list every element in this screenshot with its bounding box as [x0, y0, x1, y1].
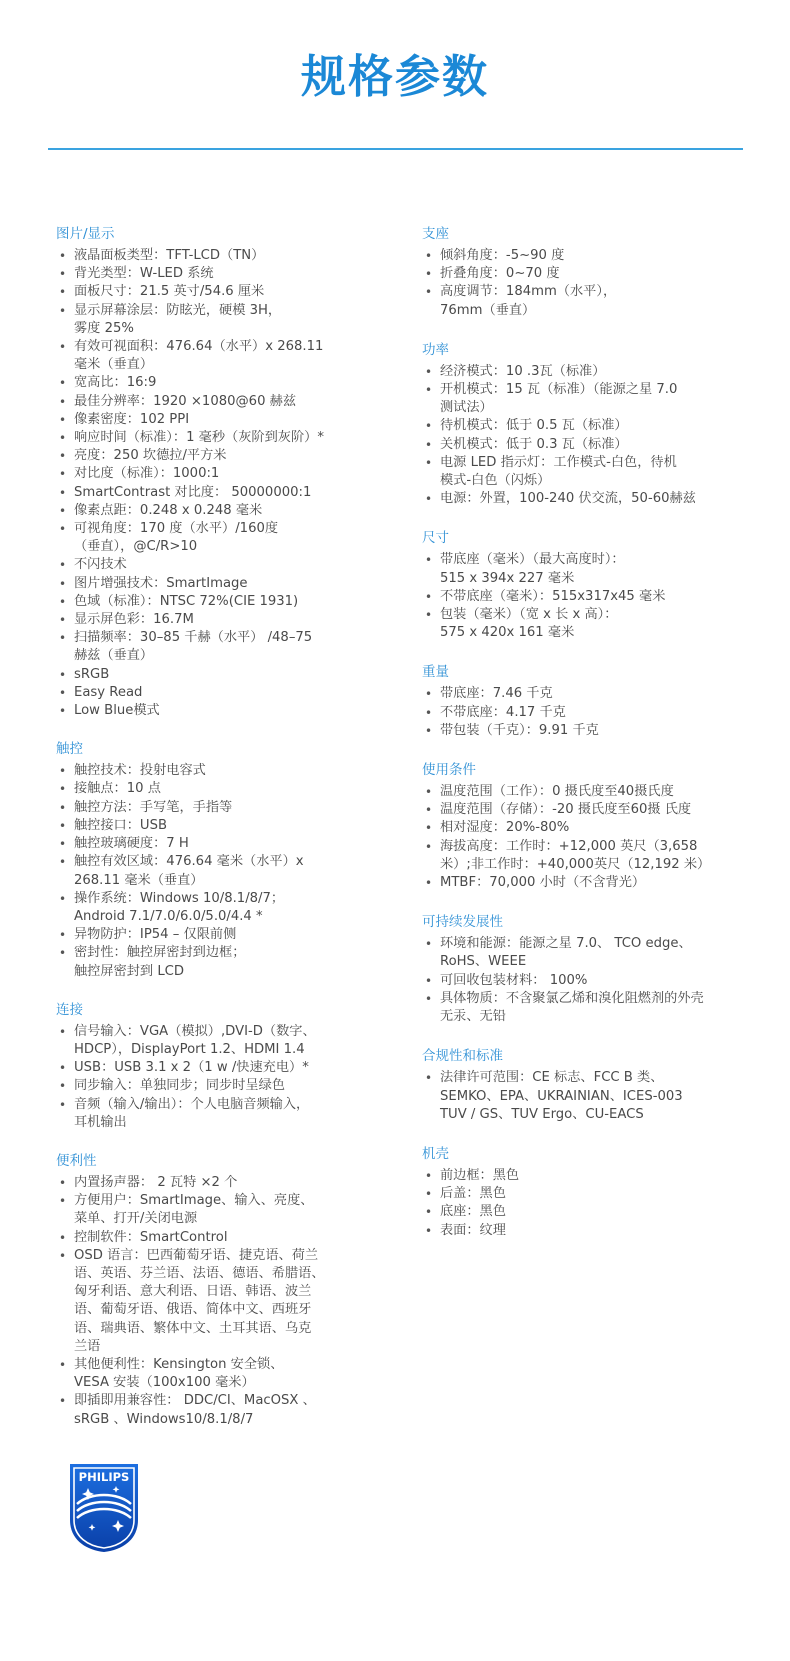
- section-title: 使用条件: [422, 762, 476, 779]
- spec-list: [422, 783, 752, 892]
- spec-item: • 对比度（标准）：1000:1: [56, 465, 356, 483]
- spec-item: • 控制软件：SmartControl: [56, 1229, 356, 1247]
- spec-item: • 电源：外置，100-240 伏交流，50-60赫兹: [422, 490, 752, 508]
- spec-item: • 密封性：触控屏密封到边框； 触控屏密封到 LCD: [56, 944, 356, 980]
- spec-item: • sRGB: [56, 666, 356, 684]
- spec-item: • SmartContrast 对比度： 50000000:1: [56, 484, 356, 502]
- spec-item: • 即插即用兼容性： DDC/CI、MacOSX 、 sRGB 、Windows10/8.1/8/7: [56, 1392, 356, 1428]
- spec-section: [422, 761, 752, 892]
- spec-item: • 不带底座：4.17 千克: [422, 704, 752, 722]
- section-title: 机壳: [422, 1145, 449, 1162]
- spec-list: [56, 247, 356, 720]
- spec-item: • 可视角度：170 度（水平）/160度 （垂直），@C/R>10: [56, 520, 356, 556]
- spec-item: • 不闪技术: [56, 556, 356, 574]
- spec-item: • 触控玻璃硬度：7 H: [56, 835, 356, 853]
- spec-item: • 色域（标准）：NTSC 72%(CIE 1931): [56, 593, 356, 611]
- section-title: 连接: [56, 1001, 83, 1018]
- spec-section: [422, 913, 752, 1026]
- spec-item: • 倾斜角度：-5~90 度: [422, 247, 752, 265]
- spec-item: • 关机模式：低于 0.3 瓦（标准）: [422, 436, 752, 454]
- spec-item: • 图片增强技术：SmartImage: [56, 575, 356, 593]
- spec-section: [422, 225, 752, 320]
- spec-item: • 接触点：10 点: [56, 780, 356, 798]
- spec-section: [422, 1145, 752, 1240]
- section-title: 支座: [422, 226, 449, 242]
- section-title: 尺寸: [422, 530, 449, 547]
- spec-item: • 触控方法：手写笔，手指等: [56, 799, 356, 817]
- spec-item: • 有效可视面积：476.64（水平）x 268.11 毫米（垂直）: [56, 338, 356, 374]
- spec-list: [422, 685, 752, 740]
- spec-item: • 其他便利性：Kensington 安全锁、 VESA 安装（100x100 毫米）: [56, 1356, 356, 1392]
- spec-item: • 音频（输入/输出）：个人电脑音频输入， 耳机输出: [56, 1096, 356, 1132]
- spec-list: [422, 247, 752, 320]
- spec-item: • 触控接口：USB: [56, 817, 356, 835]
- left-column: [56, 225, 356, 1449]
- spec-section: [422, 529, 752, 642]
- spec-item: • 液晶面板类型：TFT-LCD（TN）: [56, 247, 356, 265]
- spec-list: [422, 1167, 752, 1240]
- spec-item: • 高度调节：184mm（水平）， 76mm（垂直）: [422, 283, 752, 319]
- spec-item: • 宽高比：16:9: [56, 374, 356, 392]
- spec-item: • 面板尺寸：21.5 英寸/54.6 厘米: [56, 283, 356, 301]
- spec-item: • 信号输入：VGA（模拟）,DVI-D（数字、 HDCP），DisplayPort 1.2、HDMI 1.4: [56, 1023, 356, 1059]
- spec-item: • 相对湿度：20%-80%: [422, 819, 752, 837]
- right-column: [422, 225, 752, 1261]
- spec-item: • 带底座（毫米）（最大高度时）： 515 x 394x 227 毫米: [422, 551, 752, 587]
- spec-item: • 海拔高度：工作时：+12,000 英尺（3,658 米）;非工作时：+40,000英尺（12,192 米）: [422, 838, 752, 874]
- spec-list: [422, 935, 752, 1026]
- spec-item: • 温度范围（存储）：-20 摄氏度至60摄 氏度: [422, 801, 752, 819]
- spec-item: • 后盖：黑色: [422, 1185, 752, 1203]
- spec-section: [422, 1047, 752, 1124]
- spec-item: • 扫描频率：30–85 千赫（水平） /48–75 赫兹（垂直）: [56, 629, 356, 665]
- spec-section: [422, 341, 752, 509]
- spec-item: • 具体物质：不含聚氯乙烯和溴化阻燃剂的外壳 无汞、无铅: [422, 990, 752, 1026]
- spec-item: • 异物防护：IP54 – 仅限前侧: [56, 926, 356, 944]
- section-title: 功率: [422, 341, 449, 358]
- spec-item: • 触控技术：投射电容式: [56, 762, 356, 780]
- spec-item: • 像素密度：102 PPI: [56, 411, 356, 429]
- spec-list: [422, 1069, 752, 1124]
- spec-item: • Low Blue模式: [56, 702, 356, 720]
- spec-item: • 开机模式：15 瓦（标准）（能源之星 7.0 测试法）: [422, 381, 752, 417]
- spec-item: • 折叠角度：0~70 度: [422, 265, 752, 283]
- spec-list: [422, 551, 752, 642]
- spec-section: [56, 740, 356, 980]
- spec-section: [56, 1152, 356, 1429]
- page-title: 规格参数: [300, 50, 489, 103]
- spec-item: • 像素点距：0.248 x 0.248 毫米: [56, 502, 356, 520]
- spec-item: • 带底座：7.46 千克: [422, 685, 752, 703]
- spec-item: • 法律许可范围：CE 标志、FCC B 类、 SEMKO、EPA、UKRAINIAN、ICES-003 TUV / GS、TUV Ergo、CU-EACS: [422, 1069, 752, 1124]
- spec-list: [422, 363, 752, 509]
- spec-item: • 待机模式：低于 0.5 瓦（标准）: [422, 417, 752, 435]
- spec-item: • 底座：黑色: [422, 1203, 752, 1221]
- spec-item: • 亮度：250 坎德拉/平方米: [56, 447, 356, 465]
- spec-item: • 可回收包装材料： 100%: [422, 972, 752, 990]
- spec-list: [56, 762, 356, 980]
- title-divider: [48, 148, 743, 150]
- svg-text:PHILIPS: PHILIPS: [78, 1470, 130, 1484]
- spec-item: • MTBF：70,000 小时（不含背光）: [422, 874, 752, 892]
- spec-item: • 响应时间（标准）：1 毫秒（灰阶到灰阶）*: [56, 429, 356, 447]
- section-title: 可持续发展性: [422, 914, 503, 931]
- spec-item: • Easy Read: [56, 684, 356, 702]
- spec-item: • USB：USB 3.1 x 2（1 w /快速充电）*: [56, 1059, 356, 1077]
- section-title: 重量: [422, 664, 449, 681]
- spec-item: • 显示屏幕涂层：防眩光，硬模 3H， 雾度 25%: [56, 302, 356, 338]
- spec-item: • 不带底座（毫米）：515x317x45 毫米: [422, 588, 752, 606]
- spec-item: • 显示屏色彩：16.7M: [56, 611, 356, 629]
- spec-item: • 带包装（千克）：9.91 千克: [422, 722, 752, 740]
- spec-section: [56, 1001, 356, 1132]
- spec-item: • 方便用户：SmartImage、输入、亮度、 菜单、打开/关闭电源: [56, 1192, 356, 1228]
- spec-item: • 触控有效区域：476.64 毫米（水平）x 268.11 毫米（垂直）: [56, 853, 356, 889]
- spec-item: • 电源 LED 指示灯：工作模式-白色，待机 模式-白色（闪烁）: [422, 454, 752, 490]
- spec-item: • 操作系统：Windows 10/8.1/8/7； Android 7.1/7.0/6.0/5.0/4.4 *: [56, 890, 356, 926]
- spec-item: • 环境和能源：能源之星 7.0、 TCO edge、 RoHS、WEEE: [422, 935, 752, 971]
- spec-item: • 表面：纹理: [422, 1222, 752, 1240]
- spec-item: • OSD 语言：巴西葡萄牙语、捷克语、荷兰 语、英语、芬兰语、法语、德语、希腊语、 匈牙利语、意大利语、日语、韩语、波兰 语、葡萄牙语、俄语、简体中文、西班牙 语、瑞典语、繁体中文、土耳其语、乌克 兰语: [56, 1247, 356, 1356]
- spec-item: • 最佳分辨率：1920 ×1080@60 赫兹: [56, 393, 356, 411]
- spec-item: • 内置扬声器： 2 瓦特 ×2 个: [56, 1174, 356, 1192]
- section-title: 触控: [56, 741, 83, 758]
- spec-section: [422, 663, 752, 740]
- spec-item: • 背光类型：W-LED 系统: [56, 265, 356, 283]
- spec-item: • 前边框：黑色: [422, 1167, 752, 1185]
- spec-item: • 同步输入：单独同步；同步时呈绿色: [56, 1077, 356, 1095]
- spec-section: [56, 225, 356, 720]
- spec-list: [56, 1174, 356, 1429]
- spec-item: • 包装（毫米）（宽 x 长 x 高）： 575 x 420x 161 毫米: [422, 606, 752, 642]
- section-title: 图片/显示: [56, 226, 115, 242]
- philips-logo: [68, 1462, 140, 1554]
- section-title: 合规性和标准: [422, 1048, 503, 1065]
- spec-list: [56, 1023, 356, 1132]
- section-title: 便利性: [56, 1152, 97, 1169]
- spec-item: • 经济模式：10 .3瓦（标准）: [422, 363, 752, 381]
- spec-item: • 温度范围（工作）：0 摄氏度至40摄氏度: [422, 783, 752, 801]
